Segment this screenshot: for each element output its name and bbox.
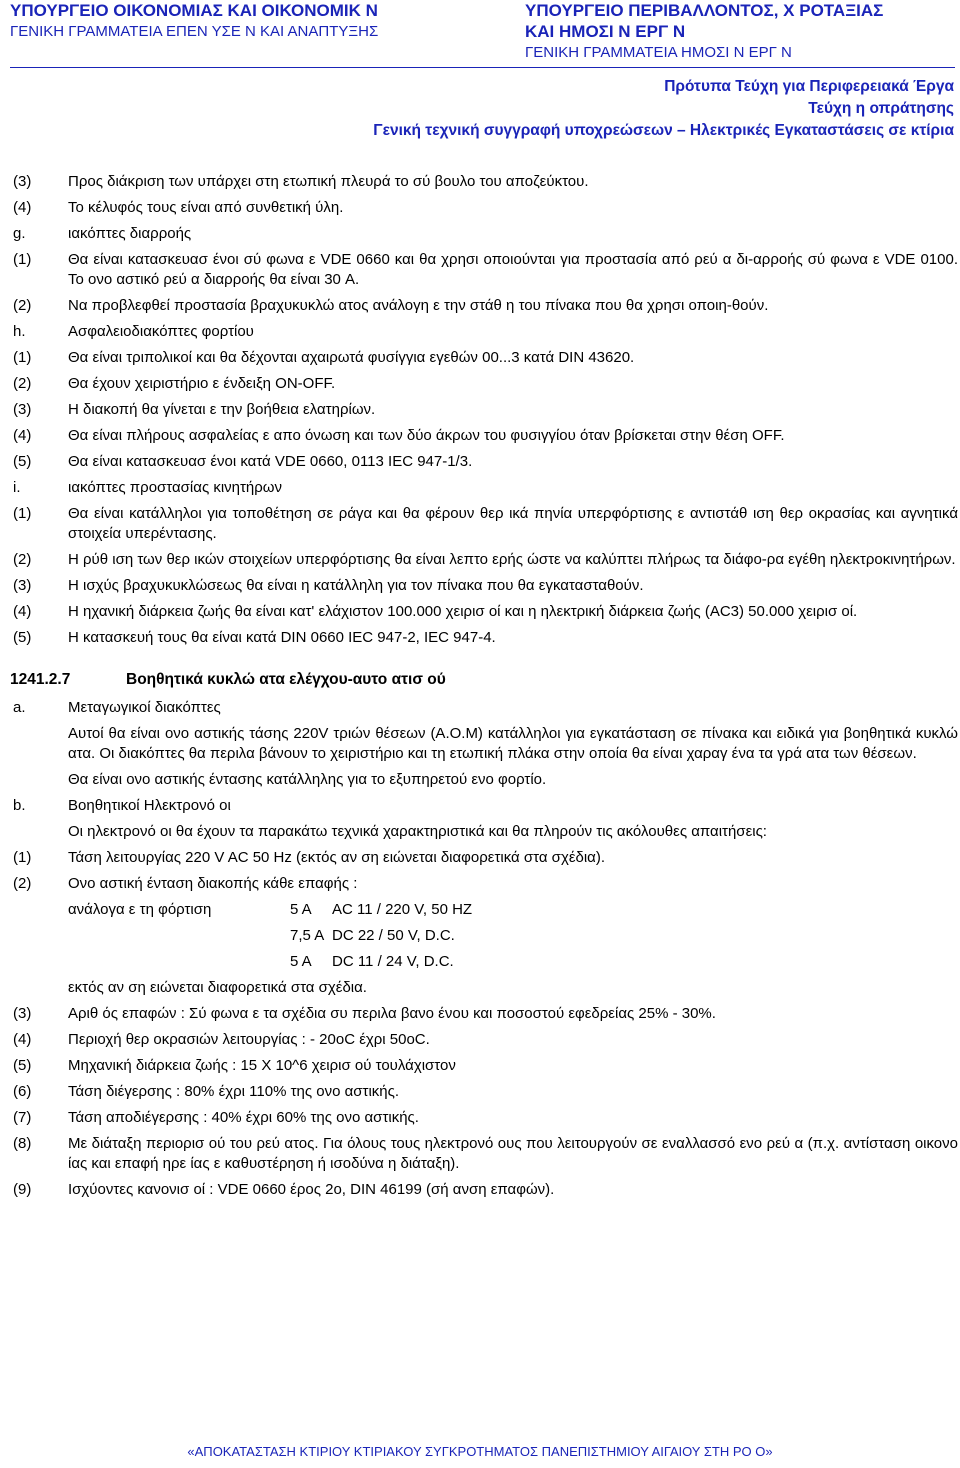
ministry-environment-title-1: ΥΠΟΥΡΓΕΙΟ ΠΕΡΙΒΑΛΛΟΝΤΟΣ, Χ ΡΟΤΑΞΙΑΣ <box>525 1 884 20</box>
list-item: (2) Ονο αστική ένταση διακοπής κάθε επαφής : <box>13 875 358 892</box>
header-divider <box>10 67 955 68</box>
paragraph: Θα είναι ονο αστικής έντασης κατάλληλης για το εξυπηρετού ενο φορτίο. <box>68 771 547 788</box>
doc-spec-title: Γενική τεχνική συγγραφή υποχρεώσεων – Ηλεκτρικές Εγκαταστάσεις σε κτίρια <box>373 122 954 139</box>
list-item: (2) Θα έχουν χειριστήριο ε ένδειξη ON-OFF. <box>13 375 336 392</box>
paragraph: Αυτοί θα είναι ονο αστικής τάσης 220V τριών θέσεων (Α.Ο.Μ) κατάλληλοι για εγκατάσταση σε πίνακα και ειδικά για βοηθητικά κυκλώ ατα. Οι διακόπτες θα περιλα βάνουν το χειριστήριο και τη ετωπική πλάκα στην οποία θα είναι χαραγ ένα τα γρά ατα των θέσεων. <box>68 725 958 762</box>
doc-volume-title: Τεύχη η οπράτησης <box>808 100 954 117</box>
list-item: (3) Η διακοπή θα γίνεται ε την βοήθεια ελατηρίων. <box>13 401 376 418</box>
list-item: (5) Θα είναι κατασκευασ ένοι κατά VDE 0660, 0113 IEC 947-1/3. <box>13 453 473 470</box>
list-item: (4) Η ηχανική διάρκεια ζωής θα είναι κατ' ελάχιστον 100.000 χειρισ οί και η ηλεκτρική διάρκεια ζωής (AC3) 50.000 χειρισ οί. <box>13 603 858 620</box>
list-item: (9) Ισχύοντες κανονισ οί : VDE 0660 έρος 2ο, DIN 46199 (σή ανση επαφών). <box>13 1181 555 1198</box>
header-left <box>10 0 510 42</box>
list-item: (3) Η ισχύς βραχυκυκλώσεως θα είναι η κατάλληλη για τον πίνακα που θα εγκατασταθούν. <box>13 577 644 594</box>
page-footer: «ΑΠΟΚΑΤΑΣΤΑΣΗ ΚΤΙΡΙΟΥ ΚΤΙΡΙΑΚΟΥ ΣΥΓΚΡΟΤΗΜΑΤΟΣ ΠΑΝΕΠΙΣΤΗΜΙΟΥ ΑΙΓΑΙΟΥ ΣΤΗ ΡΟ Ο» <box>187 1444 773 1459</box>
secretariat-public-works: ΓΕΝΙΚΗ ΓΡΑΜΜΑΤΕΙΑ ΗΜΟΣΙ Ν ΕΡΓ Ν <box>525 44 792 61</box>
list-item: (8) Με διάταξη περιορισ ού του ρεύ ατος. Για όλους τους ηλεκτρονό ους που λειτουργούν σε εναλλασσό ενο ρεύ α (π.χ. αντίσταση οικονο ίας και επαφή ηρε ίας ε καθυστέρηση ή ισοδύνα η διάταξη). <box>13 1135 958 1172</box>
list-item: (4) Θα είναι πλήρους ασφαλείας ε απο όνωση και των δύο άκρων του φυσιγγίου όταν βρίσκεται στην θέση OFF. <box>13 427 785 444</box>
list-item: (4) Το κέλυφός τους είναι από συνθετική ύλη. <box>13 199 344 216</box>
list-item: (5) Μηχανική διάρκεια ζωής : 15 X 10^6 χειρισ ού τουλάχιστον <box>13 1057 456 1074</box>
list-item: (1) Θα είναι κατάλληλοι για τοποθέτηση σε ράγα και θα φέρουν θερ ικά πηνία υπερφόρτισης ε αντιστάθ ιση θερ οκρασίας και αγνητικά στοιχεία υπερέντασης. <box>13 505 958 542</box>
doc-series-title: Πρότυπα Τεύχη για Περιφερειακά Έργα <box>664 78 954 95</box>
subsection-heading: b. Βοηθητικοί Ηλεκτρονό οι <box>13 797 231 814</box>
list-item: (1) Τάση λειτουργίας 220 V AC 50 Hz (εκτός αν ση ειώνεται διαφορετικά στα σχέδια). <box>13 849 606 866</box>
subsection-heading: i. ιακόπτες προστασίας κινητήρων <box>13 479 283 496</box>
secretariat-investments: ΓΕΝΙΚΗ ΓΡΑΜΜΑΤΕΙΑ ΕΠΕΝ ΥΣΕ Ν ΚΑΙ ΑΝΑΠΤΥΞΗΣ <box>10 23 379 40</box>
table-row: 7,5 A DC 22 / 50 V, D.C. <box>290 927 455 944</box>
section-number: 1241.2.7 <box>10 671 71 688</box>
list-item: (3) Προς διάκριση των υπάρχει στη ετωπική πλευρά το σύ βουλο του αποζεύκτου. <box>13 173 589 190</box>
section-title: Βοηθητικά κυκλώ ατα ελέγχου-αυτο ατισ ού <box>126 671 446 688</box>
section-heading <box>10 670 958 690</box>
list-item: (4) Περιοχή θερ οκρασιών λειτουργίας : - 20oC έχρι 50oC. <box>13 1031 430 1048</box>
header-right <box>525 0 955 63</box>
list-item: (1) Θα είναι κατασκευασ ένοι σύ φωνα ε VDE 0660 και θα χρησι οποιούνται για προστασία από ρεύ α δι-αρροής σύ φωνα ε VDE 0100. Το ονο αστικό ρεύ α διαρροής θα είναι 30 A. <box>13 251 958 288</box>
subsection-heading: a. Μεταγωγικοί διακόπτες <box>13 699 221 716</box>
list-item: (3) Αριθ ός επαφών : Σύ φωνα ε τα σχέδια συ περιλα βανο ένου και ποσοστού εφεδρείας 25% - 30%. <box>13 1005 716 1022</box>
document-title-block <box>373 76 954 142</box>
list-item: (1) Θα είναι τριπολικοί και θα δέχονται αχαιρωτά φυσίγγια εγεθών 00...3 κατά DIN 43620. <box>13 349 635 366</box>
subsection-heading: g. ιακόπτες διαρροής <box>13 225 192 242</box>
table-row: ανάλογα ε τη φόρτιση 5 A AC 11 / 220 V, 50 HZ <box>68 901 473 918</box>
ministry-economy-title: ΥΠΟΥΡΓΕΙΟ ΟΙΚΟΝΟΜΙΑΣ ΚΑΙ ΟΙΚΟΝΟΜΙΚ Ν <box>10 1 378 20</box>
paragraph: Οι ηλεκτρονό οι θα έχουν τα παρακάτω τεχνικά χαρακτηριστικά και θα πληρούν τις ακόλουθες απαιτήσεις: <box>68 823 767 840</box>
subsection-heading: h. Ασφαλειοδιακόπτες φορτίου <box>13 323 254 340</box>
table-row: 5 A DC 11 / 24 V, D.C. <box>290 953 454 970</box>
list-item: (5) Η κατασκευή τους θα είναι κατά DIN 0660 IEC 947-2, IEC 947-4. <box>13 629 496 646</box>
list-item: (7) Τάση αποδιέγερσης : 40% έχρι 60% της ονο αστικής. <box>13 1109 419 1126</box>
document-body <box>10 172 958 1206</box>
list-item: (2) Να προβλεφθεί προστασία βραχυκυκλώ ατος ανάλογη ε την στάθ η του πίνακα που θα χρησι οποιη-θούν. <box>13 297 769 314</box>
list-item: (6) Τάση διέγερσης : 80% έχρι 110% της ονο αστικής. <box>13 1083 400 1100</box>
ministry-environment-title-2: ΚΑΙ ΗΜΟΣΙ Ν ΕΡΓ Ν <box>525 22 686 41</box>
list-item: (2) Η ρύθ ιση των θερ ικών στοιχείων υπερφόρτισης θα είναι λεπτο ερής ώστε να καλύπτει πλήρως τα διάφο-ρα εγέθη ηλεκτροκινητήρων. <box>13 551 956 568</box>
paragraph: εκτός αν ση ειώνεται διαφορετικά στα σχέδια. <box>68 979 367 996</box>
current-ratings-table <box>68 900 472 978</box>
